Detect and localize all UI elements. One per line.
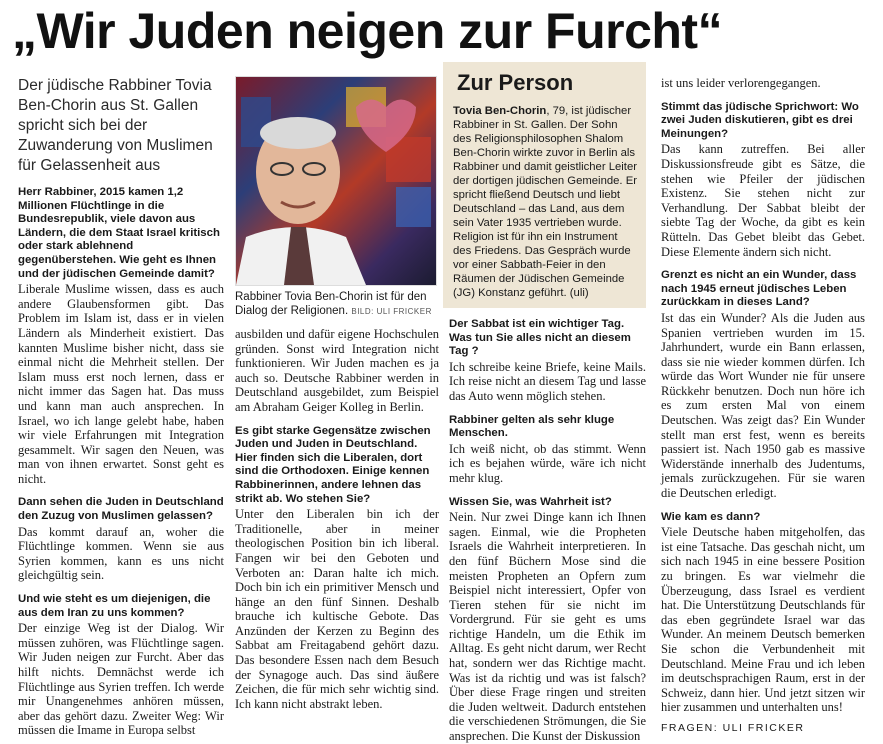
photo-credit: BILD: ULI FRICKER	[351, 307, 432, 316]
question: Dann sehen die Juden in Deutschland den Zuzug von Muslimen gelassen?	[18, 496, 224, 523]
info-box-body: , 79, ist jüdischer Rabbiner in St. Gallen. Der Sohn des Religionsphilosophen Shalom Ben-Chorin wirkte zuvor in Berlin als Rabbiner und damit geistlicher Leiter der dortigen jüdischen Gemeinde. Er spricht fließend Deutsch und liebt Deutschland – das Land, aus dem sein Vater 1935 vertrieben wurde. Religion ist für ihn ein Instrument des Friedens. Das Gespräch wurde vor einer Sabbath-Feier in den Räumen der Jüdischen Gemeinde (JG) Konstanz geführt. (uli)	[453, 105, 637, 299]
answer: Der einzige Weg ist der Dialog. Wir müssen zuhören, was Flüchtlinge sagen. Wir Juden neigen zur Furcht. Aber das hilft nichts. Demnächst werde ich Flüchtlinge aus Syrien treffen. Ich werde mir Unangenehmes anhören müssen, aber das gehört dazu. Zweiter Weg: Wir müssen die Imame in Europa selbst	[18, 621, 224, 738]
answer: ist uns leider verlorengegangen.	[661, 76, 821, 90]
question: Und wie steht es um diejenigen, die aus dem Iran zu uns kommen?	[18, 593, 211, 619]
answer: Ist das ein Wunder? Als die Juden aus Spanien vertrieben wurden im 15. Jahrhundert, wurde ein Bann erlassen, dass sie nie wieder kommen dürfen. Ich würde das Wort Wunder nie für unsere Rückkehr benutzen. Doch nun höre ich es zum ersten Mal von einem Deutschen. Was zeigt das? Ein Wunder stellt man erst fest, wenn es bereits passiert ist. Nach 1950 gab es massive Widerstände innerhalb des Judentums, jemals zurückzugehen. Für sie waren die Deutschen erledigt.	[661, 310, 865, 501]
question: Es gibt starke Gegensätze zwischen Juden und Juden in Deutschland. Hier finden sich die Liberalen, dort sind die Orthodoxen. Einige kennen Rabbinerinnen, andere lehnen das strikt ab. Wo stehen Sie?	[235, 424, 431, 505]
byline: FRAGEN: ULI FRICKER	[661, 721, 805, 734]
question: Wie kam es dann?	[661, 510, 761, 523]
question: Wissen Sie, was Wahrheit ist?	[449, 495, 612, 508]
info-box-title: Zur Person	[457, 70, 574, 95]
answer: Ich schreibe keine Briefe, keine Mails. Ich reise nicht an diesem Tag und lasse das Auto wenn möglich stehen.	[449, 359, 646, 403]
portrait-illustration	[236, 77, 436, 285]
info-box-name: Tovia Ben-Chorin	[453, 105, 547, 117]
photo-caption	[235, 290, 439, 319]
answer: Ich weiß nicht, ob das stimmt. Wenn ich es bejahen würde, wäre ich nicht mehr klug.	[449, 441, 646, 485]
answer: Nein. Nur zwei Dinge kann ich Ihnen sagen. Einmal, wie die Propheten Israels die Wahrheit interpretieren. In den fünf Büchern Mose sind die meisten Propheten an Opfern zum Beispiel nicht interessiert, Opfer von Tieren stehen für sie nicht im Vordergrund. Für sie geht es ums richtige Handeln, um die Ethik im Alltag. Es geht nicht darum, wer Recht hat, sondern wer das Richtige macht. Was ist da richtig und was ist falsch? Über diese Frage ringen und streiten die Juden weltweit. Dadurch entstehen die verschiedenen Strömungen, die Sie ansprechen. Die Kunst der Diskussion	[449, 510, 646, 744]
question: Rabbiner gelten als sehr kluge Menschen.	[449, 413, 615, 440]
answer: Unter den Liberalen bin ich der Traditionelle, aber in meiner theologischen Position bin ich liberal. Fangen wir bei den Geboten und Verboten an: Daran halte ich mich. Doch bin ich ein primitiver Mensch und hänge an den fünf Sinnen. Deshalb brauche ich kultische Gebote. Das Anzünden der Kerzen zu Beginn des Sabbat am Freitagabend gehört dazu. Das besondere Essen nach dem Besuch der Synagoge auch. Das sind äußere Zeichen, die für mich sehr wichtig sind. Ich kann nicht abstrakt leben.	[235, 507, 439, 711]
rabbi-photo	[235, 76, 437, 286]
answer: ausbilden und dafür eigene Hochschulen gründen. Sonst wird Integration nicht funktionieren. Wir Juden machen es ja auch so. Deutsche Rabbiner werden in Deutschland ausgebildet, zum Beispiel am Abraham Geiger Kolleg in Berlin.	[235, 327, 439, 414]
info-box	[443, 62, 646, 308]
question: Herr Rabbiner, 2015 kamen 1,2 Millionen Flüchtlinge in die Bundesrepublik, viele davon aus Ländern, die dem Staat Israel kritisch oder stark ablehnend gegenüberstehen. Wie geht es Ihnen und der jüdischen Gemeinde damit?	[18, 186, 220, 280]
answer: Das kommt darauf an, woher die Flüchtlinge kommen. Wenn sie aus Syrien kommen, kann es uns nicht gleichgültig sein.	[18, 524, 224, 583]
info-box-text	[453, 104, 638, 300]
answer: Viele Deutsche haben mitgeholfen, das ist eine Tatsache. Das geschah nicht, um sich nach 1945 in eine bessere Position zu bringen. Es war vielmehr die Überzeugung, dass Israel es verdient hat. Die Unterstützung Deutschlands für das eben gegründete Israel war das Wunder. An meinem Deutsch bemerken Sie schon die Verbundenheit mit Deutschland. Meine Frau und ich leben im deutschsprachigen Raum, erst in der Schweiz, dann hier. Und jetzt sitzen wir hier zusammen und unterhalten uns!	[661, 525, 865, 715]
column-1	[18, 76, 224, 738]
column-4	[661, 76, 865, 736]
answer: Das kann zutreffen. Bei aller Diskussionsfreude gibt es Sätze, die stehen wie Pfeiler der jüdischen Existenz. Sie stehen nicht zur Verhandlung. Der Sabbat bleibt der siebte Tag der Woche, da gibt es kein Rütteln. Das Gebet bleibt das Gebet. Diese Elemente ändern sich nicht.	[661, 142, 865, 259]
column-2	[235, 76, 439, 711]
question: Grenzt es nicht an ein Wunder, dass nach 1945 erneut jüdisches Leben zurückkam in dieses Land?	[661, 269, 857, 309]
caption-text: Rabbiner Tovia Ben-Chorin ist für den Dialog der Religionen.	[235, 291, 427, 317]
question: Stimmt das jüdische Sprichwort: Wo zwei Juden diskutieren, gibt es drei Meinungen?	[661, 100, 859, 140]
lead-text: Der jüdische Rabbiner Tovia Ben-Chorin aus St. Gallen spricht sich bei der Zuwanderung von Muslimen für Gelassenheit aus	[18, 77, 213, 174]
answer: Liberale Muslime wissen, dass es auch andere Glaubensformen gibt. Das Problem im Islam ist, dass er in vielen Ländern als Minderheit existiert. Das kannten Muslime bisher nicht, dass sie einmal nicht die Mehrheit stellen. Der Islam muss erst noch lernen, dass er nicht immer das Sagen hat. Das muss und kann man auch ansprechen. In Israel, wo ich lange gelebt habe, haben wir viele Erfahrungen mit Integration gesammelt. Wir sagen den Neuen, was man von ihnen erwartet. Sonst geht es nicht.	[18, 282, 224, 486]
column-3	[449, 70, 646, 744]
question: Der Sabbat ist ein wichtiger Tag. Was tun Sie alles nicht an diesem Tag ?	[449, 318, 631, 358]
headline: „Wir Juden neigen zur Furcht“	[12, 3, 723, 59]
